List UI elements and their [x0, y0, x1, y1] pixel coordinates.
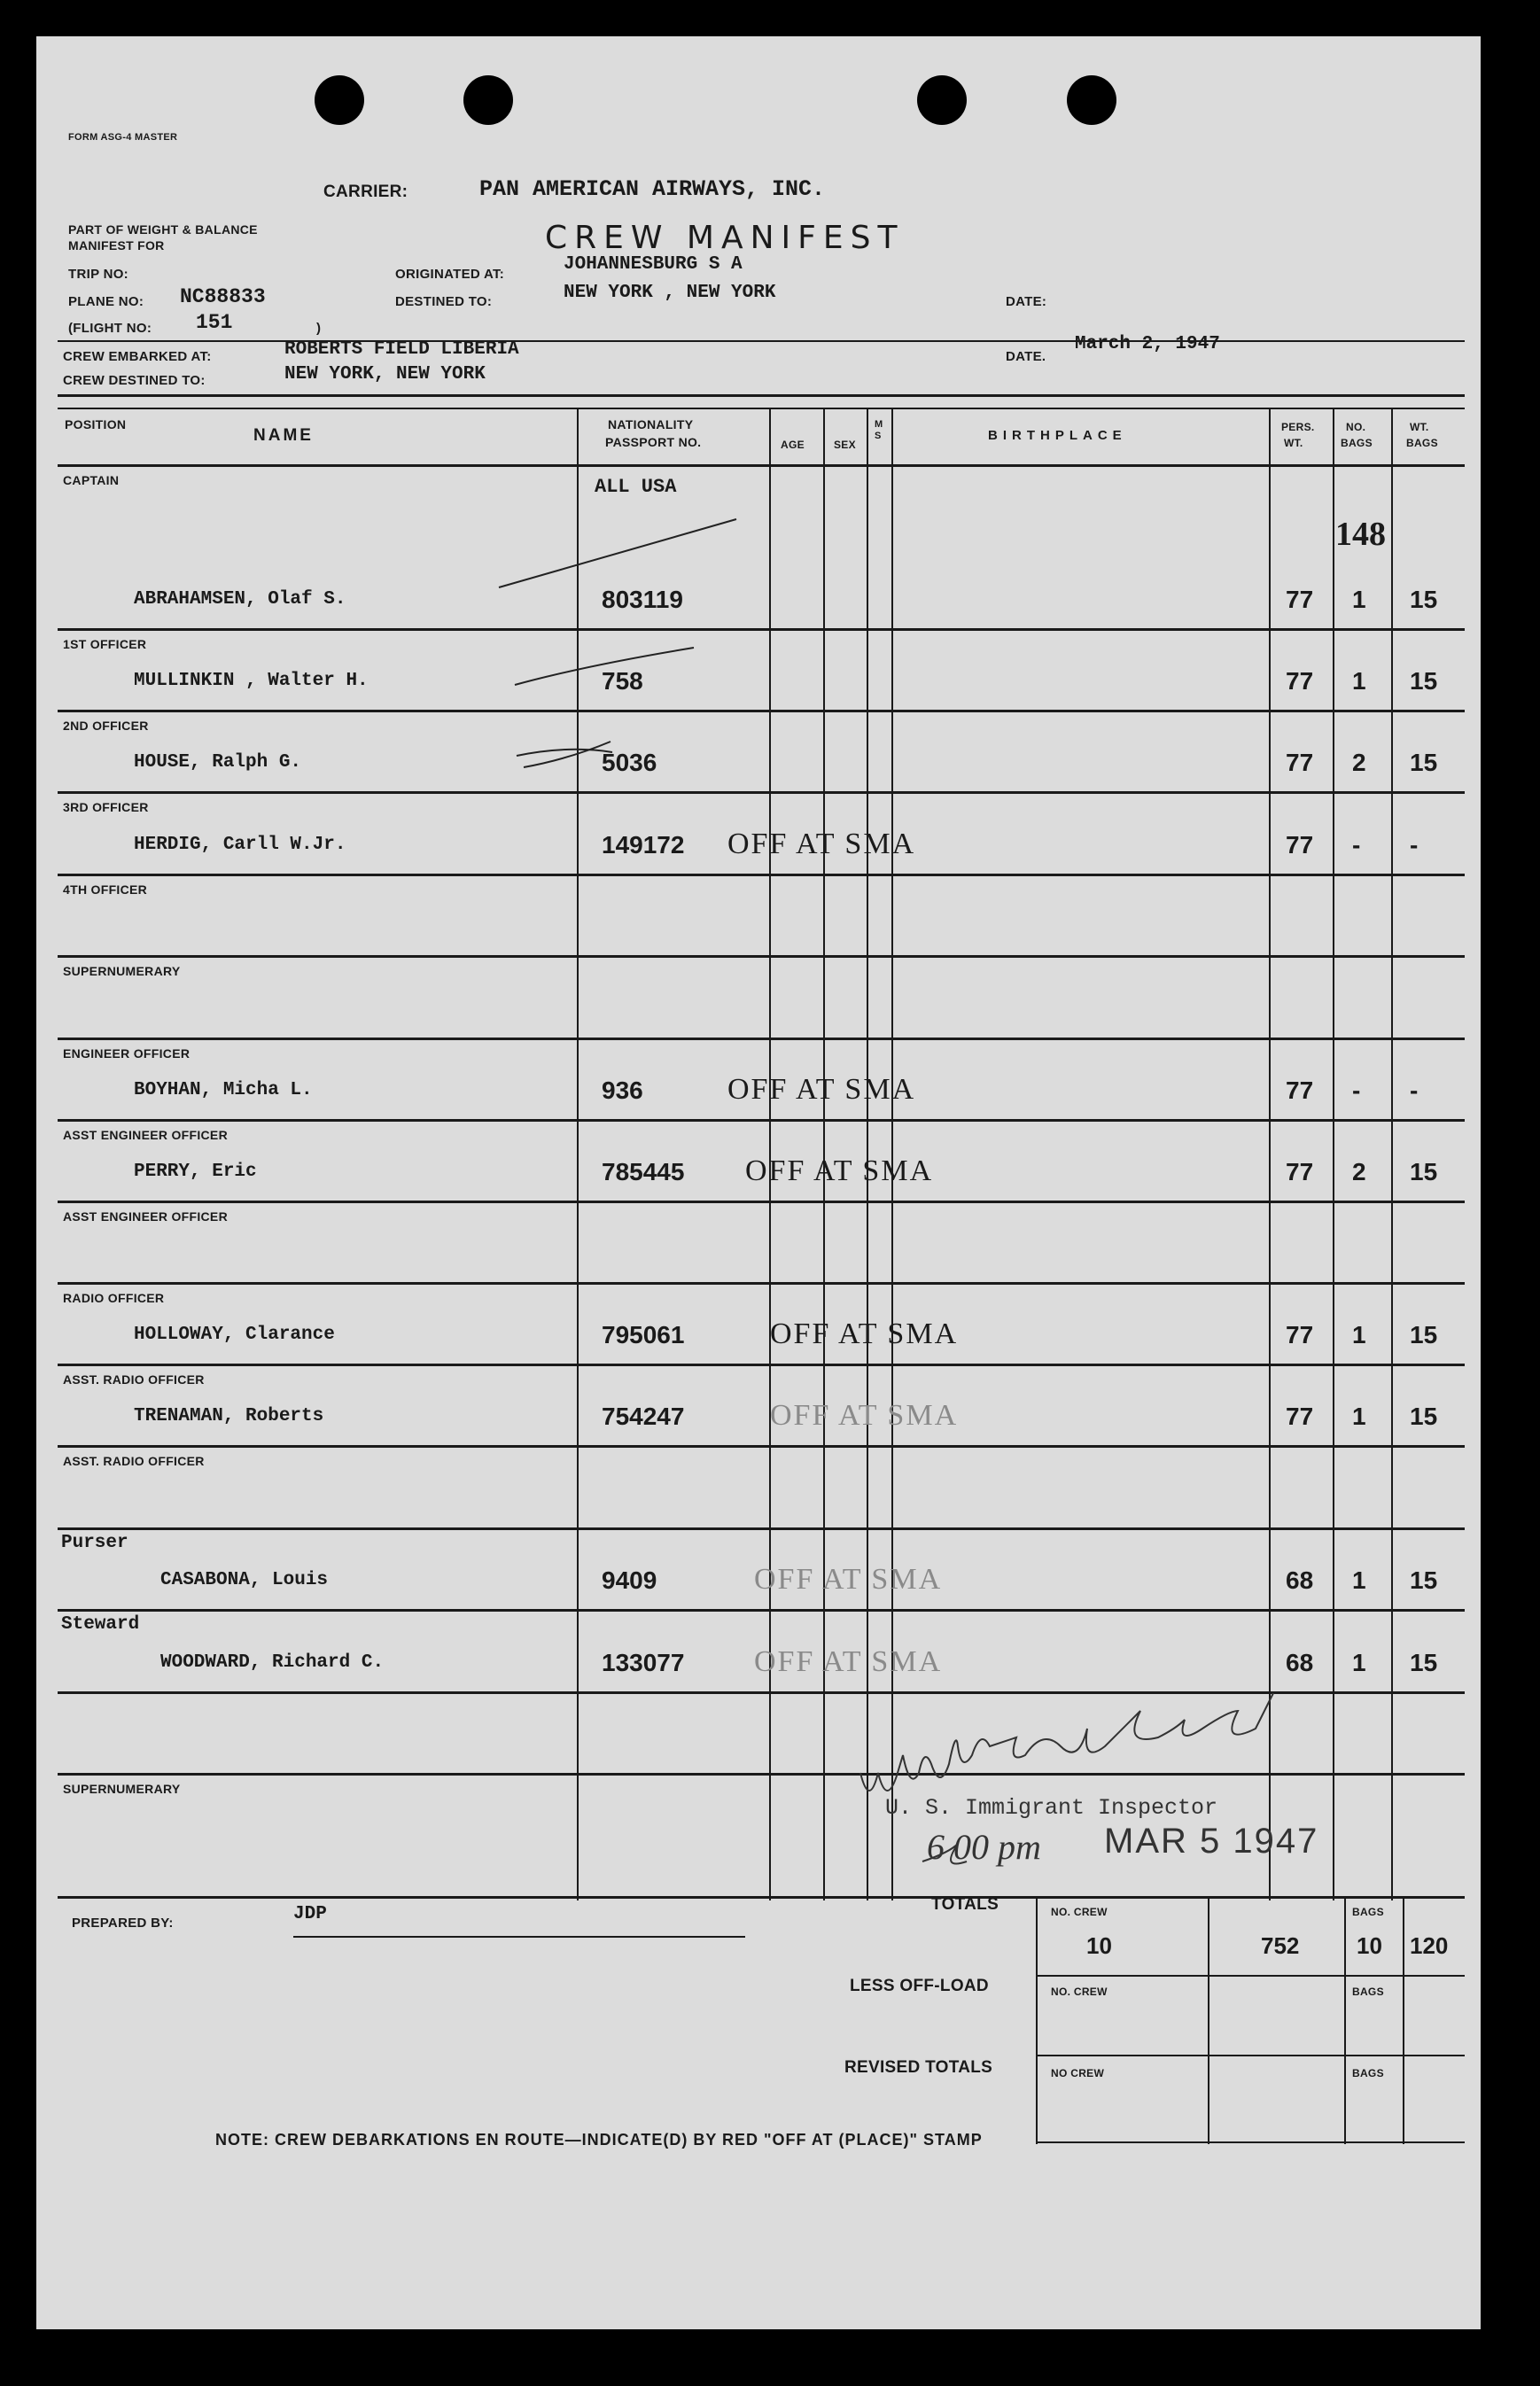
- row-weight: 77: [1286, 749, 1314, 776]
- row-bags: -: [1352, 1076, 1361, 1104]
- row-bag-weight: 15: [1410, 1566, 1438, 1594]
- row-position: ASST. RADIO OFFICER: [63, 1372, 205, 1387]
- col-passport: PASSPORT NO.: [605, 435, 702, 449]
- trip-no-label: TRIP NO:: [68, 267, 128, 282]
- row-passport: 758: [602, 667, 643, 695]
- no-crew-label-2: NO. CREW: [1051, 1986, 1108, 1998]
- form-number: FORM ASG-4 MASTER: [68, 132, 178, 143]
- nationality-all-usa: ALL USA: [595, 476, 677, 498]
- inspector-date: MAR 5 1947: [1104, 1822, 1319, 1861]
- row-name: CASABONA, Louis: [160, 1570, 329, 1590]
- date2-value: March 2, 1947: [1075, 334, 1220, 354]
- row-bags: 1: [1352, 1321, 1366, 1348]
- bags-label-3: BAGS: [1352, 2067, 1384, 2079]
- col-wtbags-1: WT.: [1410, 421, 1429, 433]
- row-weight: 77: [1286, 1158, 1314, 1185]
- part-of-label: PART OF WEIGHT & BALANCE: [68, 222, 258, 237]
- revised-totals-label: REVISED TOTALS: [844, 2058, 993, 2077]
- date-label: DATE:: [1006, 294, 1047, 309]
- row-position: ASST. RADIO OFFICER: [63, 1454, 205, 1468]
- row-position: ENGINEER OFFICER: [63, 1046, 191, 1061]
- off-at-stamp: OFF AT SMA: [754, 1645, 943, 1678]
- row-weight: 68: [1286, 1566, 1314, 1594]
- row-name: PERRY, Eric: [134, 1162, 257, 1182]
- row-bag-weight: 15: [1410, 667, 1438, 695]
- row-position: Steward: [61, 1614, 140, 1635]
- bags-label-2: BAGS: [1352, 1986, 1384, 1998]
- totals-label: TOTALS: [931, 1895, 999, 1914]
- row-name: WOODWARD, Richard C.: [160, 1652, 385, 1673]
- row-bags: 1: [1352, 667, 1366, 695]
- row-position: ASST ENGINEER OFFICER: [63, 1128, 228, 1142]
- row-name: BOYHAN, Micha L.: [134, 1080, 313, 1100]
- total-crew: 10: [1086, 1932, 1112, 1959]
- less-offload-label: LESS OFF-LOAD: [850, 1977, 989, 1995]
- no-crew-label-1: NO. CREW: [1051, 1906, 1108, 1918]
- row-position: 3RD OFFICER: [63, 800, 149, 814]
- row-bag-weight: 15: [1410, 1321, 1438, 1348]
- destined-label: DESTINED TO:: [395, 294, 493, 309]
- total-bags: 10: [1357, 1932, 1382, 1959]
- total-weight: 752: [1261, 1932, 1300, 1959]
- col-pers-2: WT.: [1284, 437, 1303, 449]
- row-position: Purser: [61, 1533, 128, 1553]
- row-weight: 77: [1286, 1076, 1314, 1104]
- row-weight: 77: [1286, 667, 1314, 695]
- off-at-stamp: OFF AT SMA: [754, 1563, 943, 1596]
- pen-strokes: [36, 36, 1481, 2329]
- col-sex: SEX: [834, 439, 856, 451]
- row-passport: 803119: [602, 586, 683, 613]
- embarked-value: ROBERTS FIELD LIBERIA: [284, 339, 519, 360]
- date2-label: DATE.: [1006, 349, 1046, 364]
- originated-label: ORIGINATED AT:: [395, 267, 505, 282]
- row-bag-weight: 15: [1410, 1158, 1438, 1185]
- row-bag-weight: -: [1410, 831, 1419, 859]
- total-bag-weight: 120: [1410, 1932, 1449, 1959]
- row-passport: 149172: [602, 831, 685, 859]
- row-position: 1ST OFFICER: [63, 637, 147, 651]
- row-weight: 77: [1286, 586, 1314, 613]
- carrier-label: CARRIER:: [323, 183, 408, 201]
- col-ms: M S: [875, 419, 883, 441]
- inspector-time: 6 00 pm: [927, 1827, 1041, 1867]
- off-at-stamp: OFF AT SMA: [745, 1154, 934, 1187]
- originated-value: JOHANNESBURG S A: [564, 254, 743, 275]
- row-name: HOLLOWAY, Clarance: [134, 1325, 335, 1345]
- row-position: CAPTAIN: [63, 473, 120, 487]
- row-position: SUPERNUMERARY: [63, 964, 181, 978]
- col-name: NAME: [253, 426, 314, 445]
- row-bags: 1: [1352, 1403, 1366, 1430]
- col-nationality: NATIONALITY: [608, 417, 694, 431]
- carrier-value: PAN AMERICAN AIRWAYS, INC.: [479, 176, 826, 202]
- row-position: ASST ENGINEER OFFICER: [63, 1209, 228, 1224]
- col-birthplace: BIRTHPLACE: [988, 428, 1127, 443]
- destined-value: NEW YORK , NEW YORK: [564, 283, 776, 303]
- row-bags: 2: [1352, 1158, 1366, 1185]
- row-bags: 1: [1352, 1566, 1366, 1594]
- col-age: AGE: [781, 439, 805, 451]
- footer-note: NOTE: CREW DEBARKATIONS EN ROUTE—INDICATE(D) BY RED "OFF AT (PLACE)" STAMP: [215, 2131, 983, 2149]
- prepared-by-value: JDP: [293, 1904, 327, 1924]
- col-wtbags-2: BAGS: [1406, 437, 1438, 449]
- row-name: HOUSE, Ralph G.: [134, 752, 302, 773]
- row-passport: 785445: [602, 1158, 685, 1185]
- handwritten-148: 148: [1335, 516, 1386, 553]
- plane-no-label: PLANE NO:: [68, 294, 144, 309]
- plane-no-value: NC88833: [180, 285, 266, 308]
- row-position: 4TH OFFICER: [63, 882, 148, 897]
- row-position: RADIO OFFICER: [63, 1291, 165, 1305]
- row-bags: 1: [1352, 586, 1366, 613]
- row-position: SUPERNUMERARY: [63, 1782, 181, 1796]
- flight-no-value: 151: [196, 311, 233, 334]
- page-title: CREW MANIFEST: [545, 220, 905, 256]
- row-weight: 77: [1286, 1403, 1314, 1430]
- off-at-stamp: OFF AT SMA: [727, 828, 916, 860]
- row-bag-weight: 15: [1410, 1649, 1438, 1676]
- col-position: POSITION: [65, 417, 127, 431]
- embarked-label: CREW EMBARKED AT:: [63, 349, 212, 364]
- row-bag-weight: -: [1410, 1076, 1419, 1104]
- row-weight: 77: [1286, 831, 1314, 859]
- row-passport: 9409: [602, 1566, 657, 1594]
- no-crew-label-3: NO CREW: [1051, 2067, 1105, 2079]
- flight-no-label: (FLIGHT NO:: [68, 321, 152, 336]
- flight-no-close: ): [316, 321, 322, 336]
- row-passport: 133077: [602, 1649, 685, 1676]
- row-bag-weight: 15: [1410, 749, 1438, 776]
- row-passport: 754247: [602, 1403, 685, 1430]
- row-bag-weight: 15: [1410, 1403, 1438, 1430]
- row-weight: 77: [1286, 1321, 1314, 1348]
- row-weight: 68: [1286, 1649, 1314, 1676]
- row-name: ABRAHAMSEN, Olaf S.: [134, 589, 346, 610]
- off-at-stamp: OFF AT SMA: [727, 1073, 916, 1106]
- row-bags: 1: [1352, 1649, 1366, 1676]
- inspector-title: U. S. Immigrant Inspector: [885, 1795, 1218, 1821]
- row-passport: 5036: [602, 749, 657, 776]
- col-nobags-2: BAGS: [1341, 437, 1373, 449]
- off-at-stamp: OFF AT SMA: [770, 1317, 959, 1350]
- col-nobags-1: NO.: [1346, 421, 1366, 433]
- row-name: HERDIG, Carll W.Jr.: [134, 835, 346, 855]
- crew-dest-label: CREW DESTINED TO:: [63, 373, 206, 388]
- bags-label-1: BAGS: [1352, 1906, 1384, 1918]
- row-bags: 2: [1352, 749, 1366, 776]
- manifest-for-label: MANIFEST FOR: [68, 238, 165, 253]
- row-bags: -: [1352, 831, 1361, 859]
- manifest-page: [36, 36, 1481, 2329]
- row-passport: 936: [602, 1076, 643, 1104]
- row-position: 2ND OFFICER: [63, 719, 149, 733]
- col-pers-1: PERS.: [1281, 421, 1315, 433]
- row-name: TRENAMAN, Roberts: [134, 1406, 324, 1426]
- prepared-by-label: PREPARED BY:: [72, 1916, 174, 1931]
- row-passport: 795061: [602, 1321, 685, 1348]
- row-name: MULLINKIN , Walter H.: [134, 671, 369, 691]
- off-at-stamp: OFF AT SMA: [770, 1399, 959, 1432]
- row-bag-weight: 15: [1410, 586, 1438, 613]
- crew-dest-value: NEW YORK, NEW YORK: [284, 364, 486, 385]
